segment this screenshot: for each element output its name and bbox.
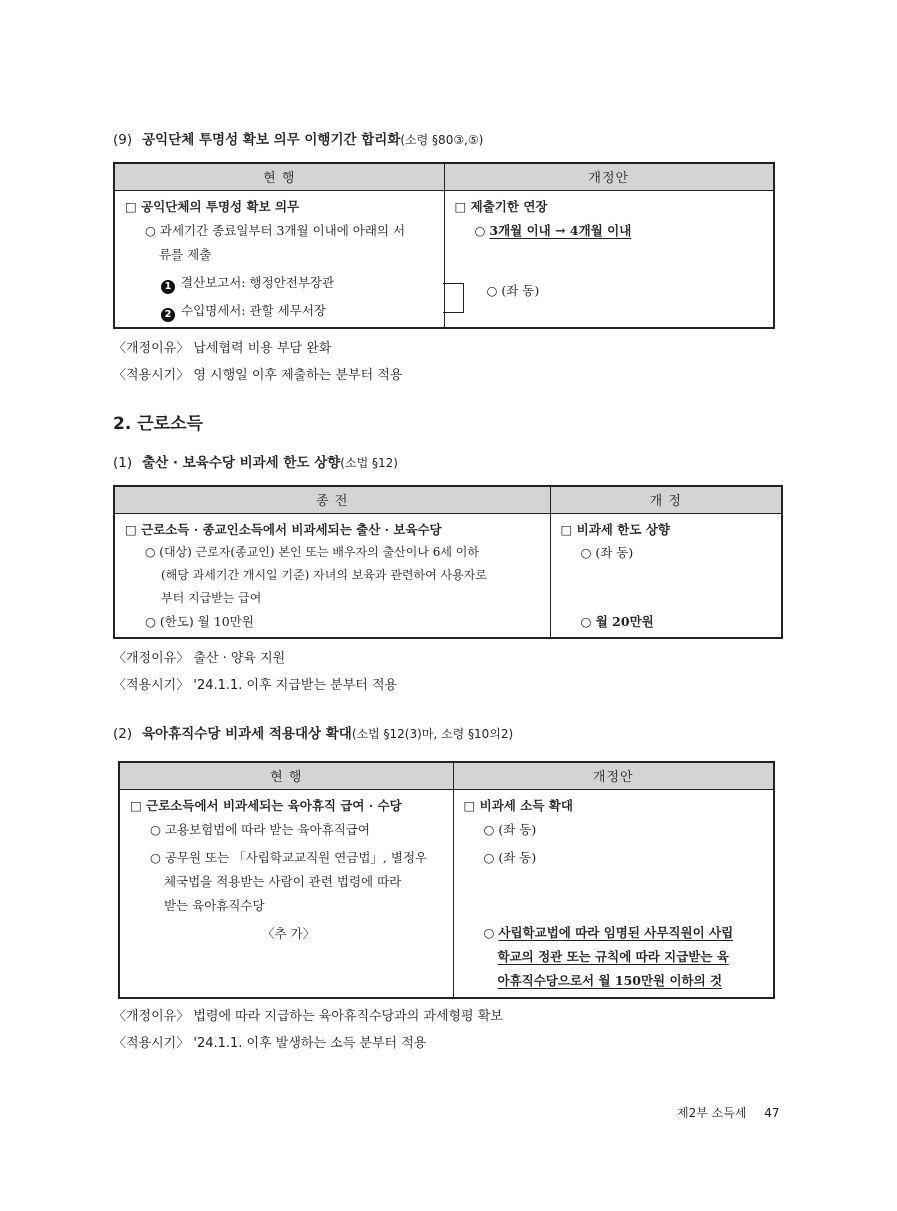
proposed-heading: □ 제출기한 연장: [454, 198, 548, 214]
current-item-cont: 부터 지급받는 급여: [161, 590, 262, 605]
section-title: 육아휴직수당 비과세 적용대상 확대: [142, 726, 352, 742]
proposed-item-same: ○ (좌 동): [580, 544, 634, 560]
proposed-item-3: [464, 921, 766, 945]
current-cell: [114, 190, 444, 328]
proposed-item-1-same: ○ (좌 동): [483, 821, 537, 837]
bracket-marker: [443, 283, 464, 313]
current-added-placeholder: 〈추 가〉: [262, 925, 316, 941]
proposed-cell: [453, 789, 774, 998]
page-number: 47: [764, 1106, 780, 1120]
comparison-table-2: [118, 761, 775, 999]
section-ref: (소령 §80③,⑤): [400, 133, 484, 147]
footer-part: 제2부 소득세: [677, 1106, 747, 1120]
current-subitem-2: [125, 299, 436, 323]
proposed-item-3-cont: 학교의 정관 또는 규칙에 따라 지급받는 육: [497, 948, 729, 964]
current-subitem-1: [125, 271, 436, 295]
current-item-2-cont: 받는 육아휴직수당: [164, 897, 265, 913]
comparison-table-1: [113, 485, 783, 639]
current-heading: □ 근로소득에서 비과세되는 육아휴직 급여 · 수당: [130, 797, 402, 813]
current-heading: □ 공익단체의 투명성 확보 의무: [125, 198, 300, 214]
reason-note-2: 〈개정이유〉 법령에 따라 지급하는 육아휴직수당과의 과세형평 확보: [113, 1009, 503, 1024]
col-current-header: 현 행: [119, 762, 453, 789]
apply-note-1: 〈적용시기〉 '24.1.1. 이후 지급받는 분부터 적용: [113, 678, 398, 693]
col-proposed-header: 개정안: [453, 762, 774, 789]
col-proposed-header: 개정안: [444, 163, 774, 190]
section-number: (1): [113, 455, 133, 471]
proposed-item-2-same: ○ (좌 동): [483, 849, 537, 865]
section-number: (2): [113, 726, 133, 742]
col-current-header: 종 전: [114, 486, 550, 513]
apply-note-9: 〈적용시기〉 영 시행일 이후 제출하는 분부터 적용: [113, 368, 403, 383]
current-item-2: ○ 공무원 또는 「사립학교교직원 연금법」, 별정우: [150, 849, 428, 865]
section-number: (9): [113, 132, 133, 148]
proposed-item-same: ○ (좌 동): [486, 282, 540, 298]
proposed-item-3-text: 사립학교법에 따라 임명된 사무직원이 사립: [498, 924, 734, 940]
page-footer: [677, 1104, 780, 1121]
section-title: 출산 · 보육수당 비과세 한도 상향: [142, 455, 341, 471]
current-item-2-cont: 체국법을 적용받는 사람이 관련 법령에 따라: [164, 873, 402, 889]
bullet-mark: ○: [474, 222, 486, 238]
current-subitem-1-text: 결산보고서: 행정안전부장관: [181, 274, 335, 290]
proposed-limit: ○ 월 20만원: [580, 613, 654, 629]
number-1-icon: 1: [161, 280, 175, 294]
apply-note-2: 〈적용시기〉 '24.1.1. 이후 발생하는 소득 분부터 적용: [113, 1036, 427, 1051]
reason-note-1: 〈개정이유〉 출산 · 양육 지원: [113, 651, 286, 666]
current-subitem-2-text: 수입명세서: 관할 세무서장: [181, 302, 326, 318]
current-item: ○ (대상) 근로자(종교인) 본인 또는 배우자의 출산이나 6세 이하: [145, 544, 479, 559]
col-proposed-header: 개 정: [550, 486, 782, 513]
chapter-heading: 2. 근로소득: [113, 414, 203, 434]
proposed-cell: [444, 190, 774, 328]
current-item: ○ 과세기간 종료일부터 3개월 이내에 아래의 서: [145, 222, 406, 238]
proposed-item-text: 3개월 이내 → 4개월 이내: [489, 222, 632, 238]
section-heading-9: [113, 128, 483, 148]
current-item-1: ○ 고용보험법에 따라 받는 육아휴직급여: [150, 821, 371, 837]
section-heading-2: [113, 722, 513, 742]
proposed-cell: [550, 513, 782, 638]
section-ref: (소법 §12(3)마, 소령 §10의2): [351, 727, 514, 741]
proposed-heading: □ 비과세 소득 확대: [463, 797, 573, 813]
reason-note-9: 〈개정이유〉 납세협력 비용 부담 완화: [113, 341, 332, 356]
section-title: 공익단체 투명성 확보 의무 이행기간 합리화: [142, 132, 401, 148]
current-limit: ○ (한도) 월 10만원: [145, 613, 254, 629]
section-heading-1: [113, 451, 398, 471]
bullet-mark: ○: [483, 924, 495, 940]
current-cell: [119, 789, 453, 998]
proposed-item-3-cont: 아휴직수당으로서 월 150만원 이하의 것: [497, 972, 723, 988]
number-2-icon: 2: [161, 308, 175, 322]
section-ref: (소법 §12): [340, 456, 398, 470]
proposed-heading: □ 비과세 한도 상향: [560, 521, 670, 537]
current-cell: [114, 513, 550, 638]
current-item-cont: 류를 제출: [159, 246, 212, 262]
current-item-cont: (해당 과세기간 개시일 기준) 자녀의 보육과 관련하여 사용자로: [161, 567, 487, 582]
col-current-header: 현 행: [114, 163, 444, 190]
proposed-item: [455, 219, 766, 243]
current-heading: □ 근로소득 · 종교인소득에서 비과세되는 출산 · 보육수당: [125, 521, 442, 537]
